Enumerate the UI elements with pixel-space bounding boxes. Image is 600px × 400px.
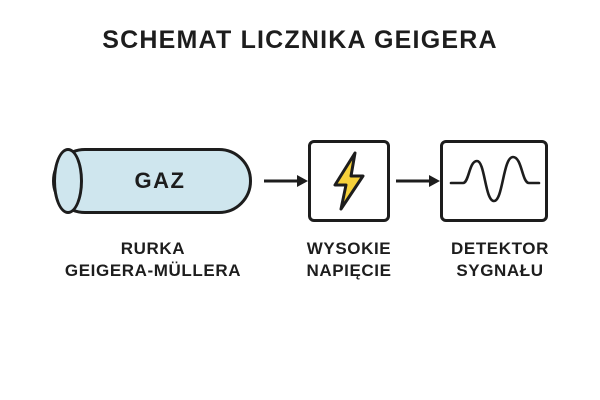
caption-geiger-tube-line2: GEIGERA-MÜLLERA [64,261,242,281]
high-voltage-box [308,140,390,222]
lightning-bolt-icon [311,143,387,219]
arrow-tube-to-hv [264,174,308,188]
caption-signal-detector-line1: DETEKTOR [451,239,549,258]
caption-signal-detector [424,238,576,283]
caption-geiger-tube [22,238,284,283]
signal-waveform-icon [443,143,545,219]
tube-gas-label: GAZ [134,168,186,193]
arrow-hv-to-detector [396,174,440,188]
page-title: SCHEMAT LICZNIKA GEIGERA [102,26,498,54]
diagram-stage [0,120,600,310]
caption-geiger-tube-line1: RURKA [120,239,186,258]
caption-signal-detector-line2: SYGNAŁU [456,261,544,281]
signal-detector-box [440,140,548,222]
caption-high-voltage-line2: NAPIĘCIE [306,261,392,281]
caption-high-voltage [274,238,424,283]
caption-high-voltage-line1: WYSOKIE [306,239,392,258]
geiger-tube-shape [52,148,252,214]
